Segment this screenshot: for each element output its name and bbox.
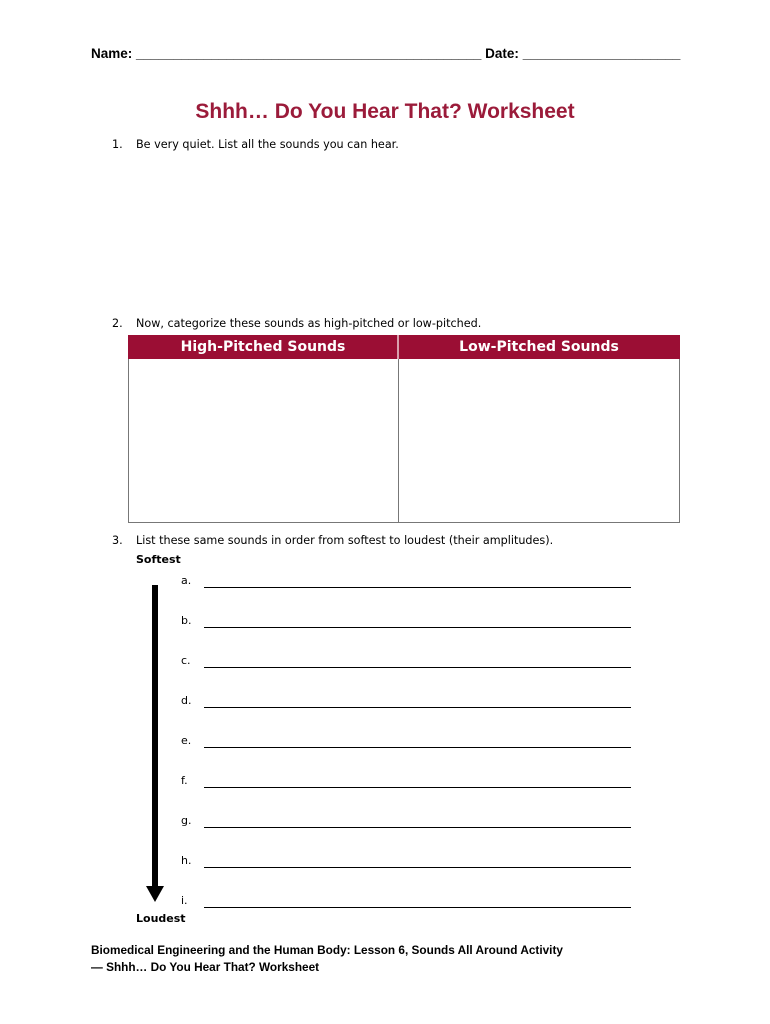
order-item-label: e. — [181, 734, 192, 747]
question-1 — [112, 138, 399, 151]
date-blank[interactable]: _____________________ — [522, 46, 681, 61]
low-pitched-cell[interactable] — [398, 359, 680, 523]
low-pitched-header: Low-Pitched Sounds — [398, 336, 680, 359]
high-pitched-cell[interactable] — [129, 359, 399, 523]
name-blank[interactable]: ______________________________________________ — [136, 46, 482, 61]
order-item-blank[interactable] — [204, 627, 631, 628]
order-item-label: b. — [181, 614, 192, 627]
question-1-text: Be very quiet. List all the sounds you can hear. — [136, 138, 399, 151]
order-item-blank[interactable] — [204, 587, 631, 588]
softest-label: Softest — [136, 553, 181, 566]
order-item-blank[interactable] — [204, 907, 631, 908]
order-item-blank[interactable] — [204, 707, 631, 708]
question-2 — [112, 317, 481, 330]
question-3 — [112, 534, 553, 547]
question-3-number: 3. — [112, 534, 123, 547]
question-2-text: Now, categorize these sounds as high-pitched or low-pitched. — [136, 317, 482, 330]
order-item-label: i. — [181, 894, 188, 907]
pitch-table — [128, 335, 680, 523]
order-item-label: h. — [181, 854, 192, 867]
high-pitched-header: High-Pitched Sounds — [129, 336, 399, 359]
order-item-blank[interactable] — [204, 667, 631, 668]
name-date-line — [91, 46, 680, 61]
date-label: Date: — [485, 46, 519, 61]
question-1-number: 1. — [112, 138, 123, 151]
order-item-blank[interactable] — [204, 867, 631, 868]
question-2-number: 2. — [112, 317, 123, 330]
footer — [91, 942, 563, 976]
order-item-blank[interactable] — [204, 787, 631, 788]
arrow-shaft — [152, 585, 158, 890]
page-title: Shhh… Do You Hear That? Worksheet — [195, 100, 575, 123]
order-item-label: d. — [181, 694, 192, 707]
order-item-label: a. — [181, 574, 192, 587]
question-3-text: List these same sounds in order from softest to loudest (their amplitudes). — [136, 534, 554, 547]
footer-line-2: — Shhh… Do You Hear That? Worksheet — [91, 960, 320, 974]
footer-line-1: Biomedical Engineering and the Human Body: Lesson 6, Sounds All Around Activity — [91, 943, 563, 957]
loudest-label: Loudest — [136, 912, 186, 925]
order-item-blank[interactable] — [204, 747, 631, 748]
order-item-blank[interactable] — [204, 827, 631, 828]
order-item-label: f. — [181, 774, 188, 787]
down-arrow-icon — [146, 886, 164, 902]
order-item-label: g. — [181, 814, 192, 827]
order-item-label: c. — [181, 654, 191, 667]
name-label: Name: — [91, 46, 133, 61]
